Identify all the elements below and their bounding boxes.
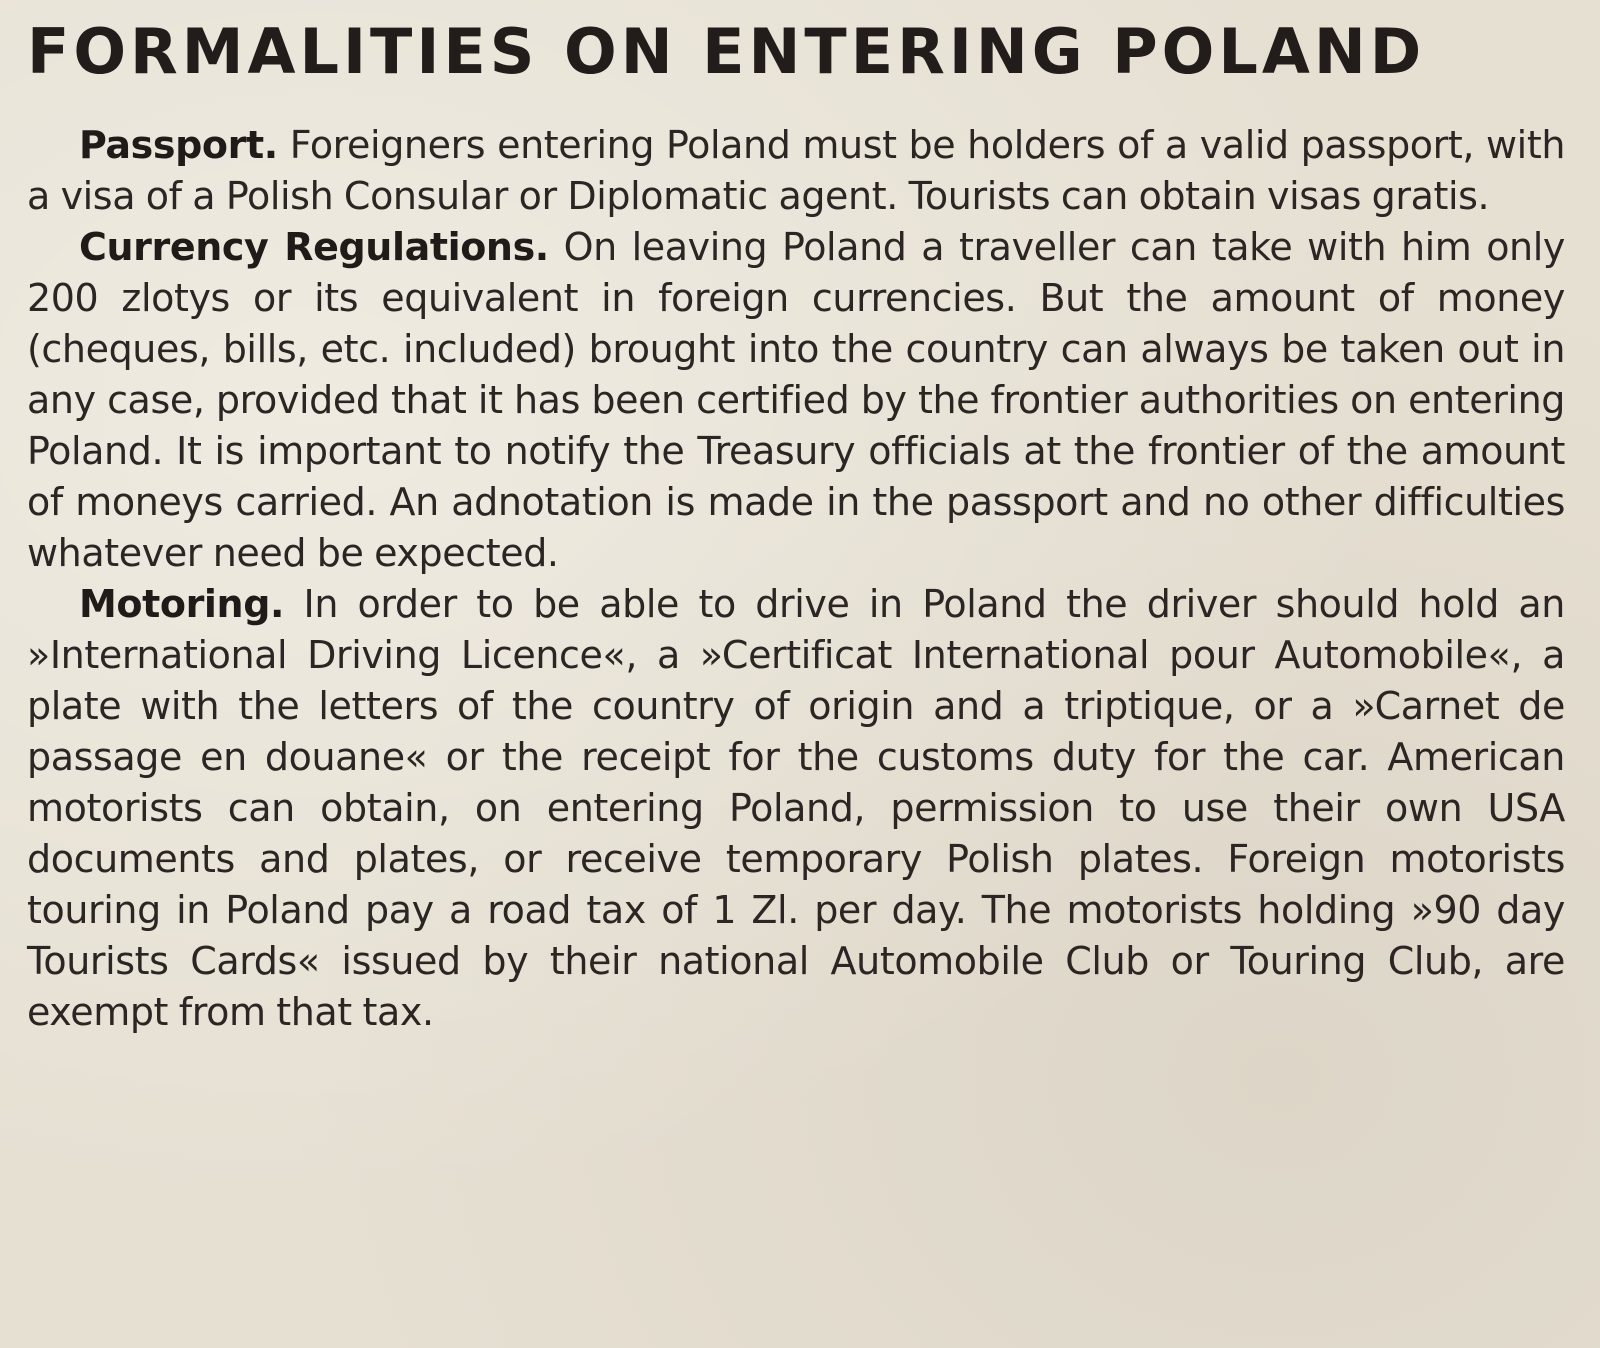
section-heading-currency-regulations: Currency Regulations. — [79, 225, 549, 269]
section-heading-passport: Passport. — [79, 123, 278, 167]
section-currency-regulations — [27, 222, 1565, 579]
page-title: FORMALITIES ON ENTERING POLAND — [27, 15, 1426, 88]
section-heading-motoring: Motoring. — [79, 582, 285, 626]
section-passport — [27, 120, 1565, 222]
section-text-currency-regulations: On leaving Poland a traveller can take with him only 200 zlotys or its equivalent in foreign currencies. But the amount of money (cheques, bills, etc. included) brought into the country can always be taken out in any case, provided that it has been certified by the frontier authorities on entering Poland. It is important to notify the Treasury officials at the frontier of the amount of moneys carried. An adnotation is made in the passport and no other difficulties whatever need be expected. — [27, 225, 1565, 575]
section-text-motoring: In order to be able to drive in Poland the driver should hold an »International Driving Licence«, a »Certificat International pour Automobile«, a plate with the letters of the country of origin and a triptique, or a »Carnet de passage en douane« or the receipt for the customs duty for the car. American motorists can obtain, on entering Poland, permission to use their own USA documents and plates, or receive temporary Polish plates. Foreign motorists touring in Poland pay a road tax of 1 Zl. per day. The motorists holding »90 day Tourists Cards« issued by their national Automobile Club or Touring Club, are exempt from that tax. — [27, 582, 1565, 1034]
section-motoring — [27, 579, 1565, 1038]
section-text-passport: Foreigners entering Poland must be holders of a valid passport, with a visa of a Polish Consular or Diplomatic agent. Tourists can obtain visas gratis. — [27, 123, 1566, 218]
article-body — [27, 120, 1565, 1038]
